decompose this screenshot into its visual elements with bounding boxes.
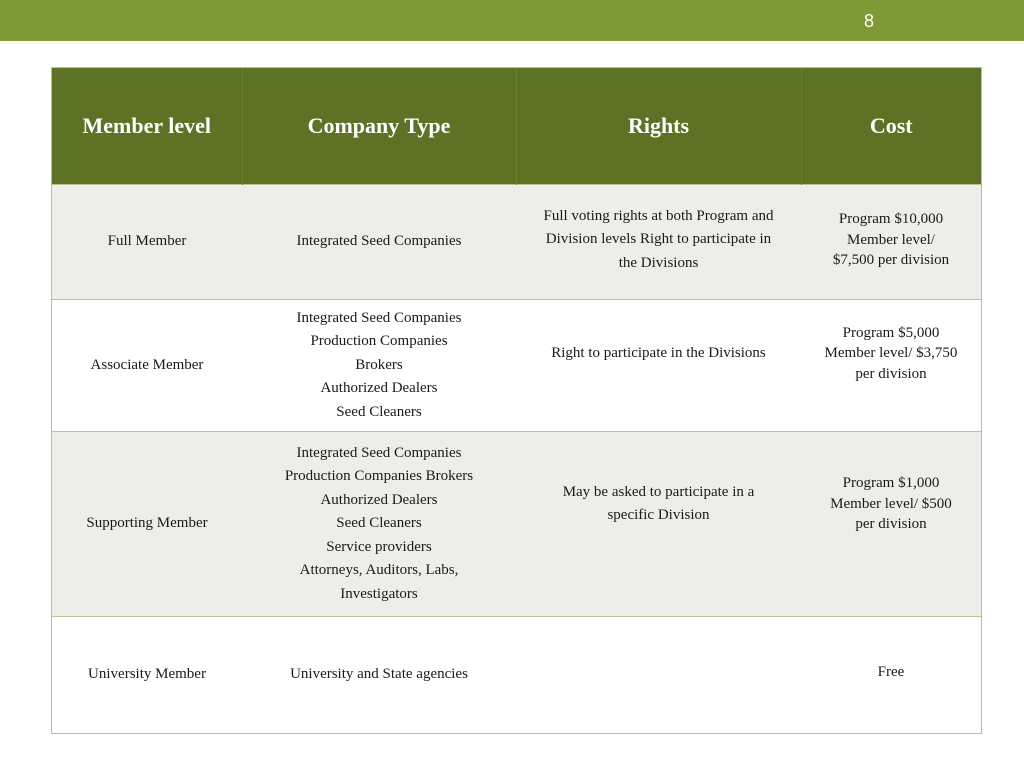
cell-member-level	[52, 300, 242, 432]
cost-line: Free	[877, 663, 905, 680]
header-company-type: Company Type	[242, 68, 516, 185]
cost-line: Member level/	[847, 231, 935, 248]
rights-line: Full voting rights at both Program and	[543, 207, 774, 224]
header-cost: Cost	[801, 68, 981, 185]
company-type-line: Authorized Dealers	[320, 380, 438, 397]
cost-line: Member level/ $500	[830, 495, 952, 512]
company-type-line: Integrated Seed Companies	[296, 444, 462, 461]
membership-table	[51, 67, 982, 734]
company-type-line: Production Companies Brokers	[284, 468, 474, 485]
cost-line: Program $10,000	[838, 211, 944, 228]
header-row	[52, 68, 981, 185]
rights-line: Right to participate in the Divisions	[551, 344, 766, 361]
company-type-line: Brokers	[355, 356, 403, 373]
company-type-line: University and State agencies	[290, 665, 468, 682]
company-type-line: Integrated Seed Companies	[296, 233, 462, 250]
cost-line: Program $5,000	[842, 324, 940, 341]
company-type-line: Attorneys, Auditors, Labs,	[299, 562, 459, 579]
rights-line: May be asked to participate in a	[562, 483, 755, 500]
company-type-line: Investigators	[340, 585, 418, 602]
cost-line: Program $1,000	[842, 475, 940, 492]
cell-company-type	[242, 185, 516, 300]
company-type-line: Seed Cleaners	[336, 403, 422, 420]
header-member-level: Member level	[52, 68, 242, 185]
membership-table-grid	[52, 68, 981, 732]
page-number: 8	[863, 11, 874, 31]
top-bar	[0, 0, 1024, 41]
cell-member-level	[52, 617, 242, 733]
rights-line: Division levels Right to participate in	[545, 231, 772, 248]
company-type-line: Integrated Seed Companies	[296, 309, 462, 326]
company-type-line: Production Companies	[310, 333, 448, 350]
cell-company-type	[242, 432, 516, 617]
cell-rights	[516, 300, 801, 432]
cost-line: per division	[855, 516, 927, 533]
cell-cost	[801, 300, 981, 432]
cell-cost	[801, 432, 981, 617]
cell-cost	[801, 185, 981, 300]
cell-member-level	[52, 432, 242, 617]
company-type-line: Service providers	[326, 538, 432, 555]
rights-line: the Divisions	[618, 254, 699, 271]
table-row	[52, 617, 981, 733]
cell-company-type	[242, 300, 516, 432]
cell-rights	[516, 185, 801, 300]
cell-cost	[801, 617, 981, 733]
member-level-text: Associate Member	[90, 356, 204, 373]
table-row	[52, 432, 981, 617]
table-row	[52, 185, 981, 300]
rights-line: specific Division	[607, 507, 710, 523]
member-level-text: University Member	[88, 665, 206, 682]
cell-company-type	[242, 617, 516, 733]
cell-member-level	[52, 185, 242, 300]
cell-rights	[516, 432, 801, 617]
member-level-text: Full Member	[107, 233, 187, 250]
table-row	[52, 300, 981, 432]
cost-line: Member level/ $3,750	[824, 345, 958, 362]
header-rights: Rights	[516, 68, 801, 185]
cell-rights	[516, 617, 801, 733]
company-type-line: Authorized Dealers	[320, 491, 438, 508]
company-type-line: Seed Cleaners	[336, 515, 422, 532]
cost-line: $7,500 per division	[832, 252, 950, 269]
member-level-text: Supporting Member	[86, 515, 208, 532]
cost-line: per division	[855, 365, 927, 382]
